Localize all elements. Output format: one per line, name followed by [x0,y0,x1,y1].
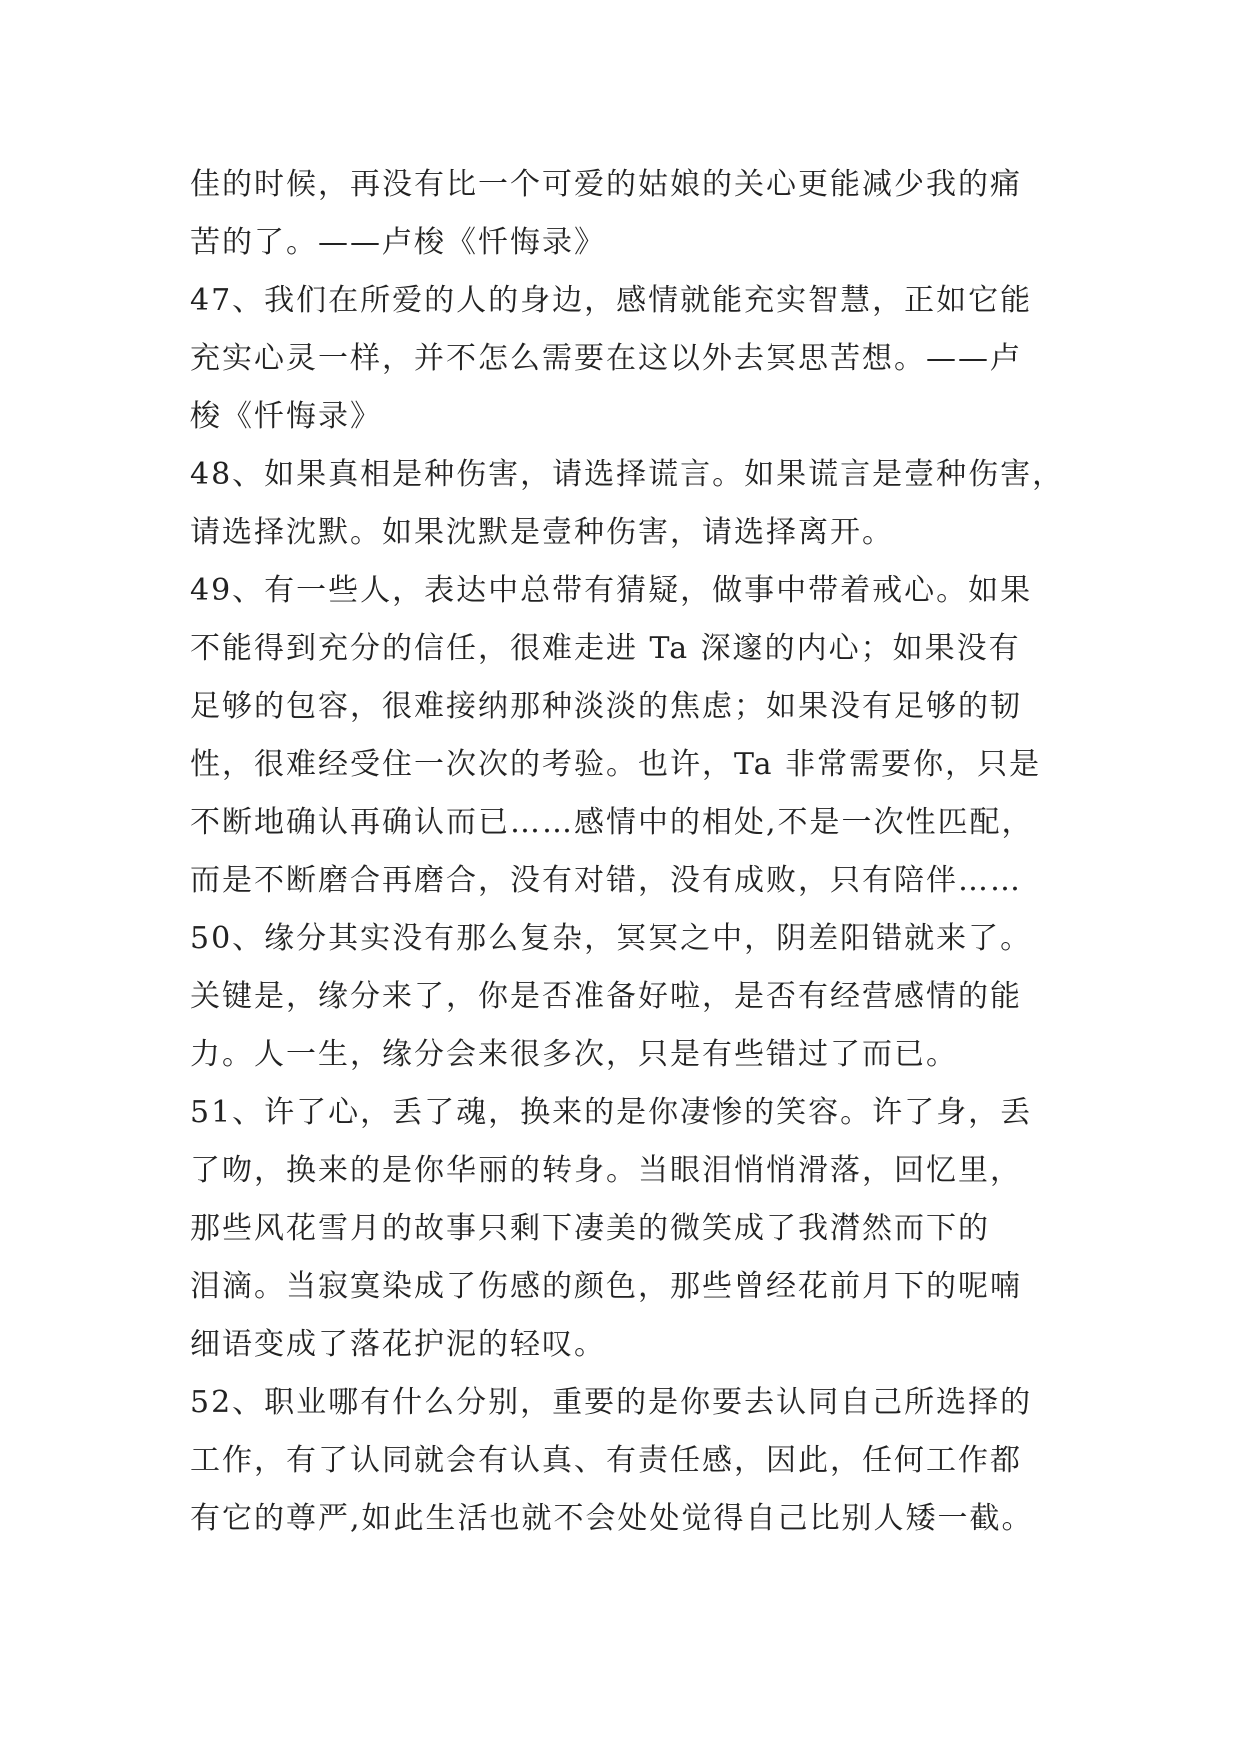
text-line: 工作，有了认同就会有认真、有责任感，因此，任何工作都 [190,1443,1022,1478]
text-line: 不能得到充分的信任，很难走进 Ta 深邃的内心；如果没有 [190,631,1021,666]
text-line: 充实心灵一样，并不怎么需要在这以外去冥思苦想。——卢 [190,341,1022,376]
text-line: 请选择沈默。如果沈默是壹种伤害，请选择离开。 [190,515,894,550]
text-line: 苦的了。——卢梭《忏悔录》 [190,225,606,260]
text-line: 关键是，缘分来了，你是否准备好啦，是否有经营感情的能 [190,979,1022,1014]
text-line: 47、我们在所爱的人的身边，感情就能充实智慧，正如它能 [190,283,1033,318]
text-line: 49、有一些人，表达中总带有猜疑，做事中带着戒心。如果 [190,573,1033,608]
text-line: 细语变成了落花护泥的轻叹。 [190,1327,606,1362]
text-line: 而是不断磨合再磨合，没有对错，没有成败，只有陪伴…… [190,863,1022,898]
text-line: 有它的尊严,如此生活也就不会处处觉得自己比别人矮一截。 [190,1501,1034,1536]
text-line: 52、职业哪有什么分别，重要的是你要去认同自己所选择的 [190,1385,1033,1420]
text-line: 力。人一生，缘分会来很多次，只是有些错过了而已。 [190,1037,958,1072]
text-line: 性，很难经受住一次次的考验。也许，Ta 非常需要你，只是 [190,747,1042,782]
text-line: 不断地确认再确认而已……感情中的相处,不是一次性匹配， [190,805,1034,840]
text-line: 佳的时候，再没有比一个可爱的姑娘的关心更能减少我的痛 [190,167,1022,202]
text-line: 那些风花雪月的故事只剩下凄美的微笑成了我潸然而下的 [190,1211,990,1246]
text-line: 48、如果真相是种伤害，请选择谎言。如果谎言是壹种伤害， [190,457,1065,492]
text-line: 足够的包容，很难接纳那种淡淡的焦虑；如果没有足够的韧 [190,689,1022,724]
text-line: 了吻，换来的是你华丽的转身。当眼泪悄悄滑落，回忆里， [190,1153,1022,1188]
text-line: 50、缘分其实没有那么复杂，冥冥之中，阴差阳错就来了。 [190,921,1033,956]
text-line: 泪滴。当寂寞染成了伤感的颜色，那些曾经花前月下的呢喃 [190,1269,1022,1304]
body-text [190,156,1090,1548]
text-line: 梭《忏悔录》 [190,399,382,434]
text-line: 51、许了心，丢了魂，换来的是你凄惨的笑容。许了身，丢 [190,1095,1033,1130]
